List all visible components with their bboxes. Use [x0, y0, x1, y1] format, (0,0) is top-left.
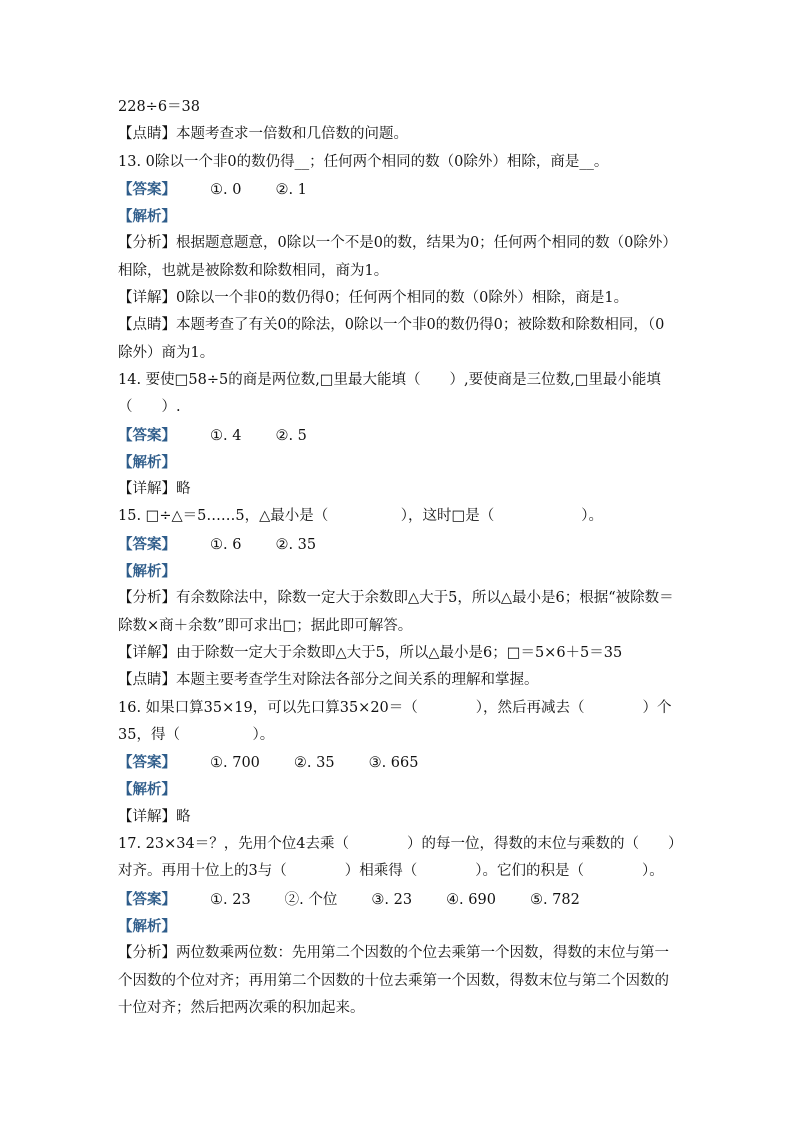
answer-line	[118, 176, 678, 203]
answer-item: ②. 个位	[284, 891, 338, 908]
answer-item: ①. 4	[210, 427, 242, 444]
text-line: 228÷6＝38	[118, 99, 201, 115]
remark-text: 【点睛】本题考查了有关0的除法，0除以一个非0的数仍得0；被除数和除数相同，（0除外）商为1。	[118, 317, 665, 361]
detail-text: 【详解】0除以一个非0的数仍得0；任何两个相同的数（0除外）相除，商是1。	[118, 290, 629, 307]
analysis-heading: 【解析】	[118, 453, 176, 471]
answer-line	[118, 422, 678, 449]
analysis-text: 【分析】有余数除法中，除数一定大于余数即△大于5，所以△最小是6；根据“被除数＝除数×商＋余数”即可求出□；据此即可解答。	[118, 590, 674, 634]
question-14: 14. 要使□58÷5的商是两位数,□里最大能填（ ）,要使商是三位数,□里最小能填（ ）.	[118, 371, 661, 416]
analysis-heading: 【解析】	[118, 917, 176, 935]
analysis-text: 【分析】两位数乘两位数：先用第二个因数的个位去乘第一个因数，得数的末位与第一个因数的个位对齐；再用第二个因数的十位去乘第一个因数，得数末位与第二个因数的十位对齐；然后把两次乘的积加起来。	[118, 945, 669, 1016]
document-page	[118, 94, 678, 1022]
answer-item: ②. 35	[293, 755, 335, 772]
question-17: 17. 23×34＝？，先用个位4去乘（ ）的每一位，得数的末位与乘数的（ ）对齐。再用十位上的3与（ ）相乘得（ ）。它们的积是（ ）。	[118, 836, 676, 880]
answer-line	[118, 886, 678, 913]
answer-label: 【答案】	[118, 754, 176, 772]
detail-text: 【详解】由于除数一定大于余数即△大于5，所以△最小是6；□＝5×6＋5＝35	[118, 644, 623, 661]
analysis-heading: 【解析】	[118, 781, 176, 799]
answer-line	[118, 531, 678, 558]
analysis-text: 【分析】根据题意题意，0除以一个不是0的数，结果为0；任何两个相同的数（0除外）相除，也就是被除数和除数相同，商为1。	[118, 235, 677, 279]
remark-text: 【点睛】本题主要考查学生对除法各部分之间关系的理解和掌握。	[118, 672, 539, 689]
answer-item: ②. 5	[275, 427, 307, 444]
answer-item: ①. 700	[210, 755, 260, 772]
answer-item: ①. 6	[210, 536, 242, 553]
answer-line	[118, 749, 678, 776]
answer-item: ③. 665	[368, 755, 419, 772]
answer-item: ②. 1	[275, 181, 307, 198]
answer-item: ⑤. 782	[529, 891, 580, 908]
detail-text: 【详解】略	[118, 481, 191, 498]
answer-label: 【答案】	[118, 535, 176, 553]
answer-item: ①. 23	[210, 891, 251, 908]
question-13: 13. 0除以一个非0的数仍得__；任何两个相同的数（0除外）相除，商是__。	[118, 153, 609, 170]
answer-item: ④. 690	[446, 891, 496, 908]
analysis-heading: 【解析】	[118, 208, 176, 226]
detail-text: 【详解】略	[118, 808, 191, 825]
answer-item: ②. 35	[275, 536, 317, 553]
analysis-heading: 【解析】	[118, 563, 176, 581]
text-line: 【点睛】本题考查求一倍数和几倍数的问题。	[118, 126, 408, 143]
answer-item: ①. 0	[210, 181, 242, 198]
answer-label: 【答案】	[118, 180, 176, 198]
answer-item: ③. 23	[371, 891, 413, 908]
question-16: 16. 如果口算35×19，可以先口算35×20＝（ ），然后再减去（ ）个35，得（ ）。	[118, 699, 672, 743]
answer-label: 【答案】	[118, 890, 176, 908]
question-15: 15. □÷△＝5……5，△最小是（ ），这时□是（ ）。	[118, 508, 603, 525]
answer-label: 【答案】	[118, 426, 176, 444]
